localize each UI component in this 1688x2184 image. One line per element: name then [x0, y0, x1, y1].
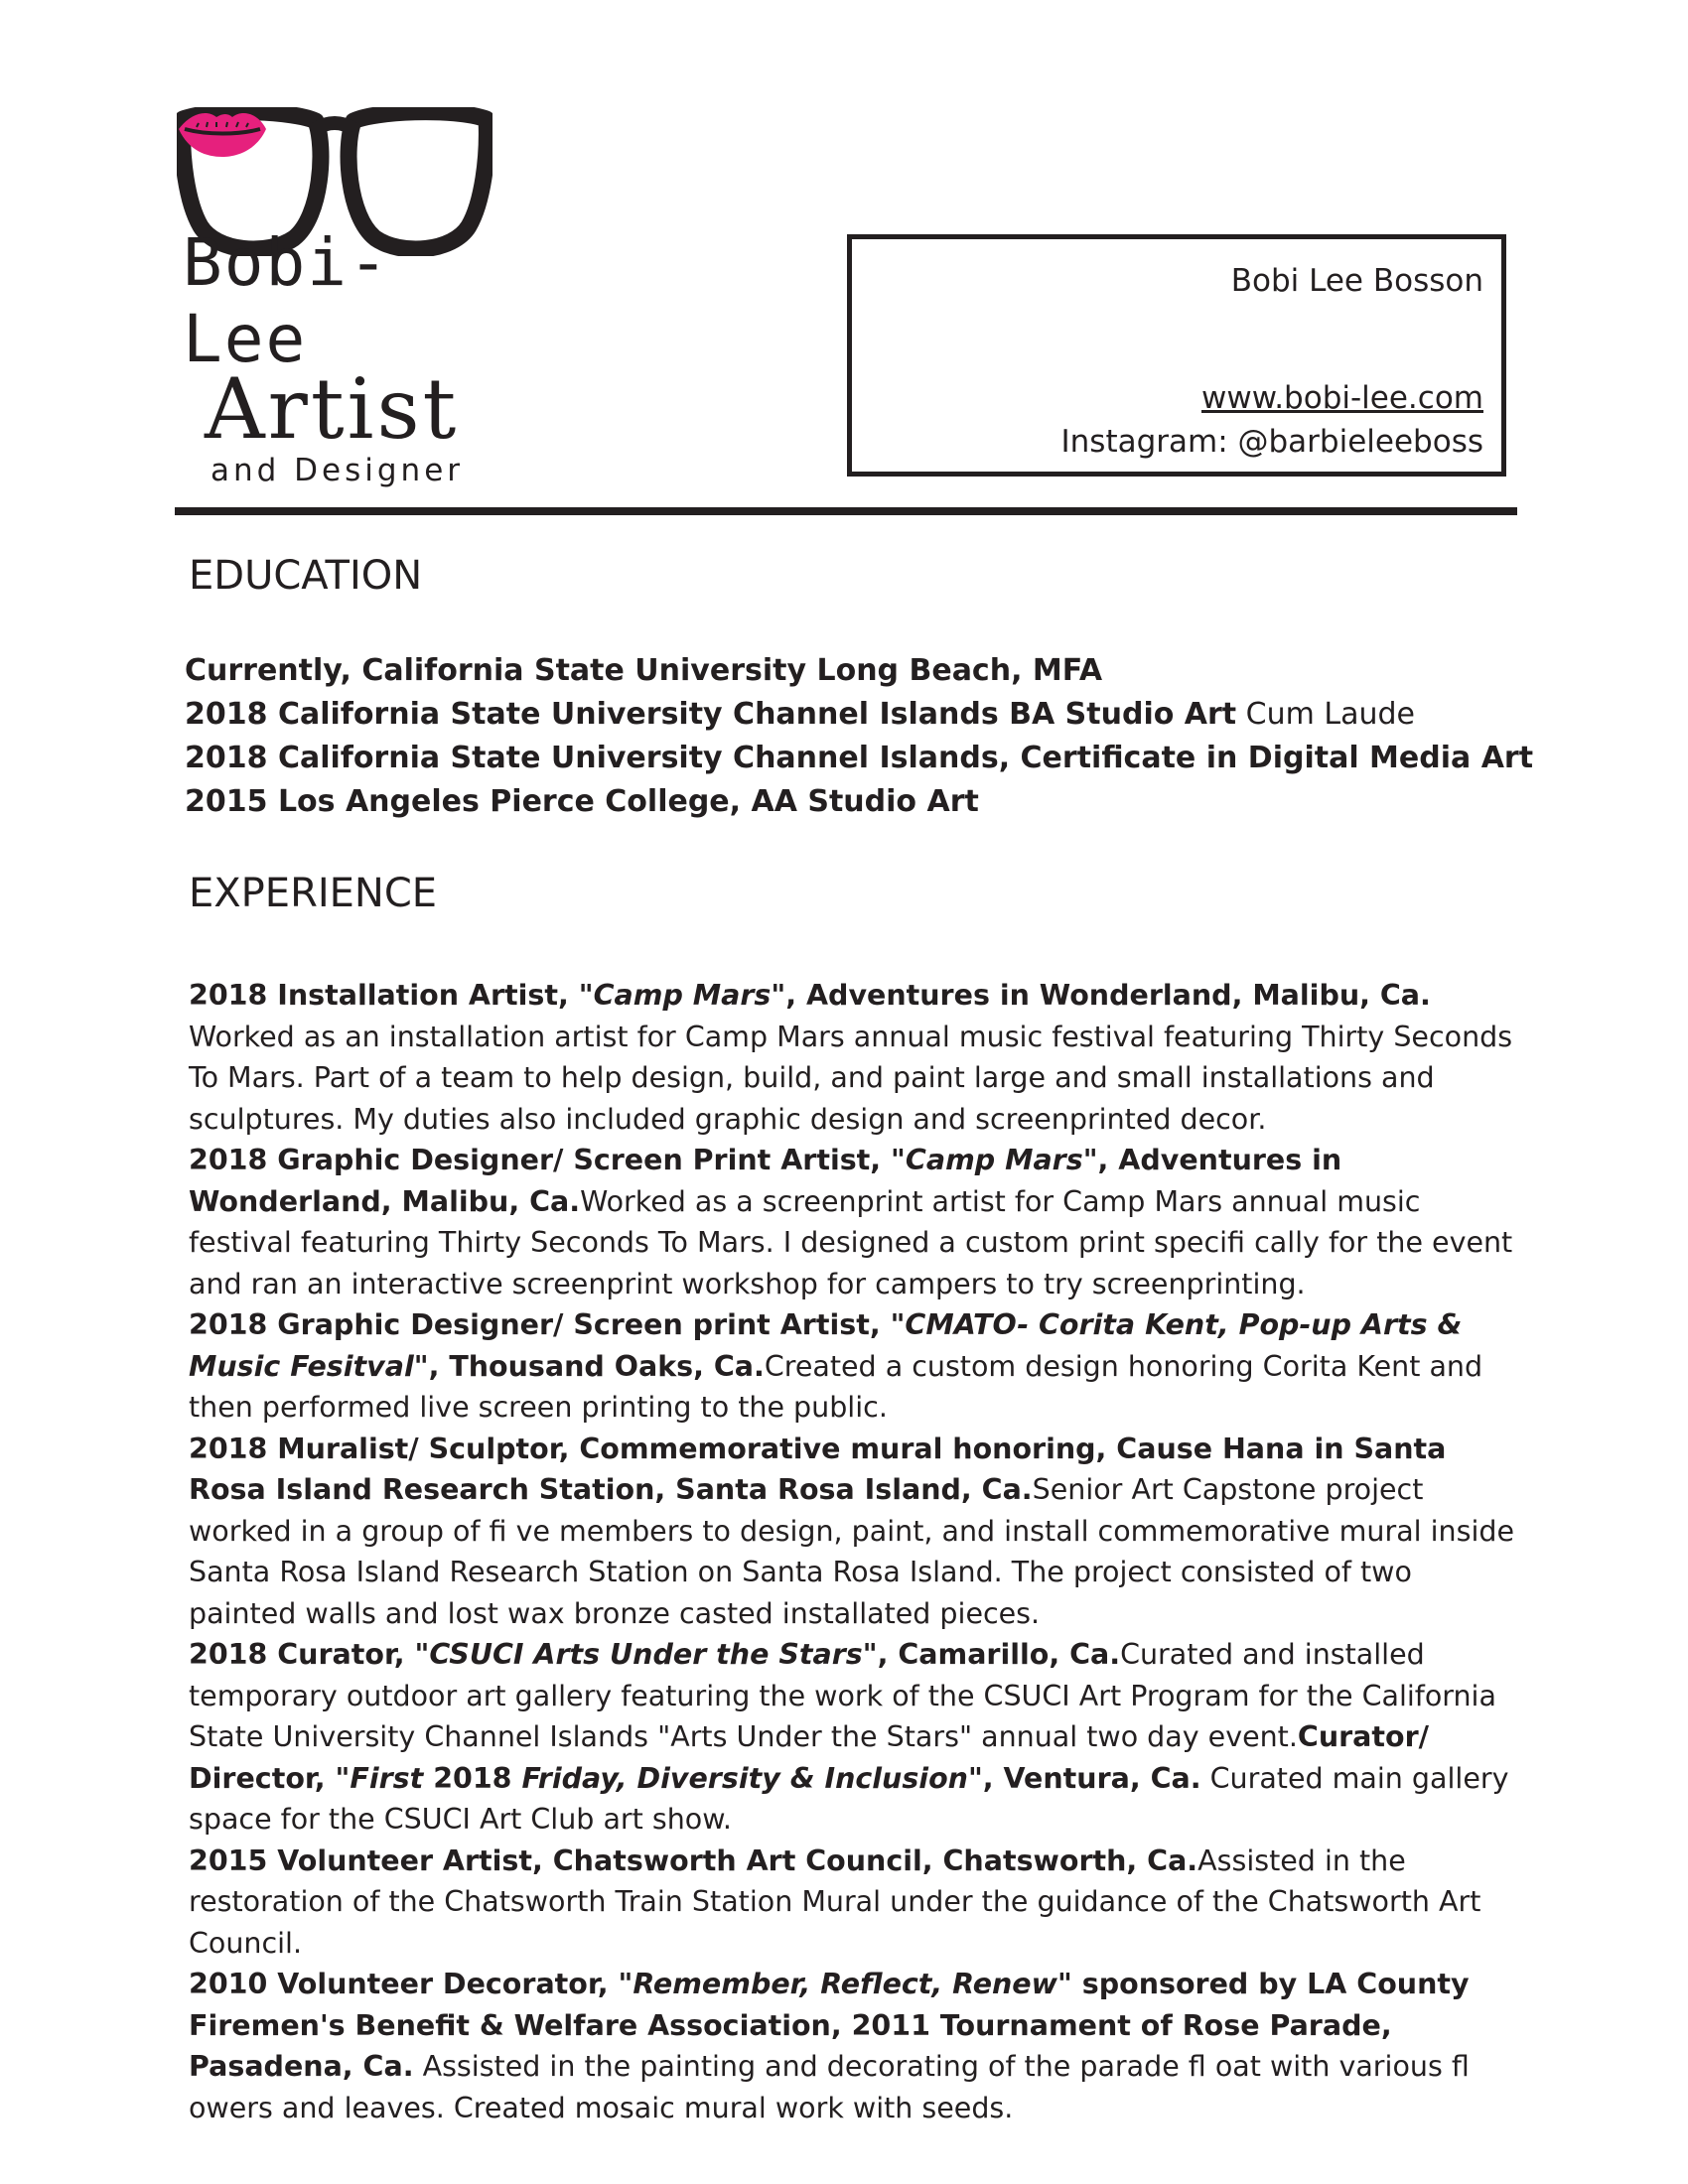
logo-title: Artist: [205, 360, 460, 458]
contact-name: Bobi Lee Bosson: [1230, 263, 1483, 299]
education-list: [185, 649, 1534, 824]
entry-description: Assisted in the restoration of the Chatsworth Train Station Mural under the guidance of the Chatsworth Art Council.: [189, 1843, 1481, 1960]
entry-description: Created a custom design honoring Corita Kent and then performed live screen printing to the public.: [189, 1349, 1483, 1424]
website-link[interactable]: www.bobi-lee.com: [1200, 380, 1483, 416]
education-item: [185, 737, 1534, 780]
education-item: [185, 693, 1515, 737]
logo-subtitle: and Designer: [211, 453, 465, 488]
experience-entry: [189, 1634, 1515, 1841]
education-degree: 2018 California State University Channel Islands BA Studio Art: [185, 697, 1237, 732]
lips-icon: [177, 107, 268, 159]
entry-heading: 2018 Graphic Designer/ Screen print Artist, "CMATO- Corita Kent, Pop-up Arts & Music Fesitval", Thousand Oaks, Ca.: [189, 1308, 1463, 1383]
experience-entry: [189, 1140, 1515, 1304]
entry-description: Worked as a screenprint artist for Camp Mars annual music festival featuring Thirty Seconds To Mars. I designed a custom print specifi cally for the event and ran an interactive screenprint workshop for campers to try screenprinting.: [189, 1184, 1513, 1300]
logo: [169, 107, 496, 504]
entry-heading-secondary: Curator/ Director, "First 2018 Friday, Diversity & Inclusion", Ventura, Ca.: [189, 1720, 1430, 1795]
experience-entry: [189, 1304, 1515, 1429]
entry-heading: 2018 Curator, "CSUCI Arts Under the Stars", Camarillo, Ca.: [189, 1638, 1121, 1671]
entry-heading: 2018 Graphic Designer/ Screen Print Artist, "Camp Mars", Adventures in Wonderland, Malibu, Ca.: [189, 1144, 1342, 1218]
entry-description: Senior Art Capstone project worked in a group of fi ve members to design, paint, and install commemorative mural inside Santa Rosa Island Research Station on Santa Rosa Island. The project consisted of two painted walls and lost wax bronze casted installated pieces.: [189, 1473, 1515, 1630]
entry-heading: 2018 Installation Artist, "Camp Mars", Adventures in Wonderland, Malibu, Ca.: [189, 979, 1431, 1012]
education-degree: 2018 California State University Channel Islands, Certificate in Digital Media Art: [185, 741, 1534, 775]
entry-heading: 2018 Muralist/ Sculptor, Commemorative mural honoring, Cause Hana in Santa Rosa Island Research Station, Santa Rosa Island, Ca.: [189, 1432, 1447, 1506]
education-degree: 2015 Los Angeles Pierce College, AA Studio Art: [185, 784, 979, 819]
experience-entry: [189, 1429, 1515, 1635]
experience-entry: [189, 1964, 1515, 2128]
instagram-handle: Instagram: @barbieleeboss: [1060, 424, 1483, 460]
education-degree: Currently, California State University Long Beach, MFA: [185, 653, 1103, 688]
entry-heading: 2010 Volunteer Decorator, "Remember, Reflect, Renew" sponsored by LA County Firemen's Benefit & Welfare Association, 2011 Tournament of Rose Parade, Pasadena, Ca.: [189, 1968, 1470, 2083]
experience-entry: [189, 975, 1515, 1140]
entry-description: Curated and installed temporary outdoor art gallery featuring the work of the CSUCI Art Program for the California State University Channel Islands "Arts Under the Stars" annual two day event.: [189, 1638, 1496, 1753]
logo-name: Bobi-Lee: [183, 224, 390, 377]
contact-box: [847, 234, 1506, 477]
education-item: [185, 649, 1515, 693]
experience-list: [189, 975, 1515, 2128]
header-divider: [175, 507, 1517, 515]
education-honors: Cum Laude: [1236, 697, 1416, 732]
entry-description-secondary: Curated main gallery space for the CSUCI Art Club art show.: [189, 1761, 1509, 1836]
education-item: [185, 780, 1515, 824]
entry-description: Worked as an installation artist for Camp Mars annual music festival featuring Thirty Seconds To Mars. Part of a team to help design, build, and paint large and small installations and sculptures. My duties also included graphic design and screenprinted decor.: [189, 1020, 1513, 1136]
entry-description: Assisted in the painting and decorating of the parade fl oat with various fl owers and leaves. Created mosaic mural work with seeds.: [189, 2050, 1470, 2124]
experience-entry: [189, 1841, 1515, 1965]
education-heading: EDUCATION: [189, 553, 423, 599]
experience-heading: EXPERIENCE: [189, 871, 438, 916]
entry-heading: 2015 Volunteer Artist, Chatsworth Art Council, Chatsworth, Ca.: [189, 1843, 1198, 1877]
